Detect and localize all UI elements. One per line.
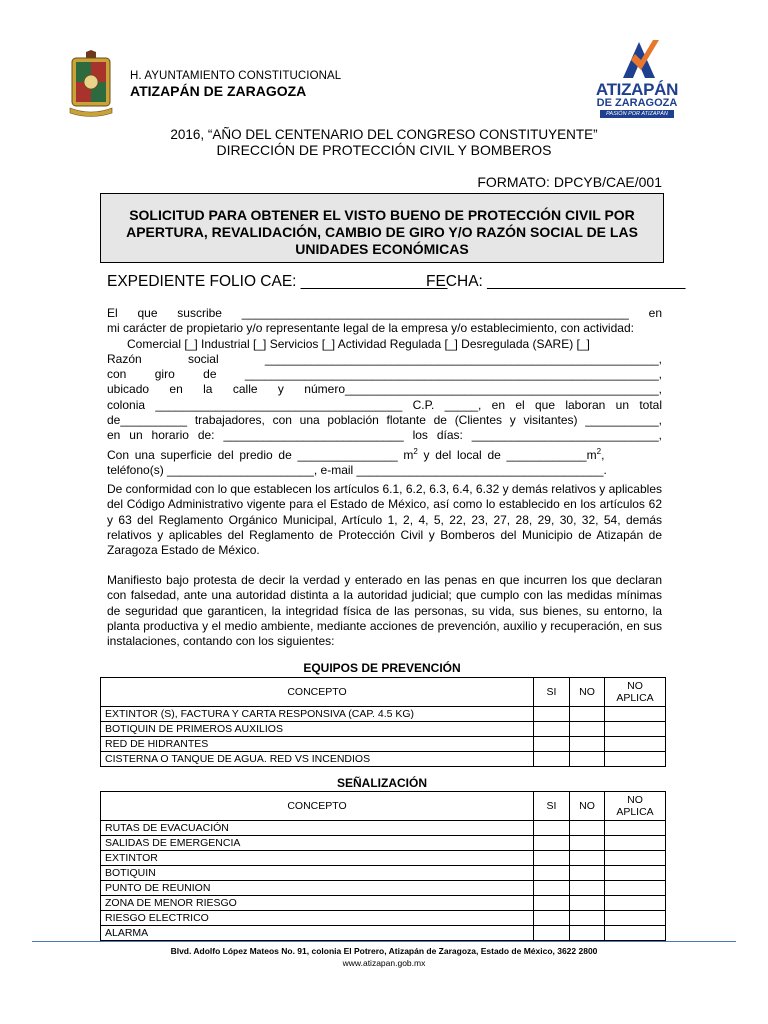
applicant-form — [107, 306, 662, 478]
table-row — [101, 821, 666, 836]
no-cell[interactable] — [570, 722, 605, 737]
concepto-cell: CISTERNA O TANQUE DE AGUA. RED VS INCENDIOS — [101, 752, 534, 767]
concepto-cell: BOTIQUIN — [101, 866, 534, 881]
si-cell[interactable] — [534, 866, 570, 881]
municipal-coat-of-arms-icon — [68, 50, 114, 118]
footer-website[interactable]: www.atizapan.gob.mx — [342, 958, 426, 968]
concepto-cell: ALARMA — [101, 926, 534, 941]
no-aplica-cell[interactable] — [605, 881, 666, 896]
logo-slogan: PASIÓN POR ATIZAPÁN — [600, 110, 674, 118]
field-horario[interactable]: en un horario de: ___________________________ los días: ____________________________, — [107, 428, 662, 443]
col-no-aplica: NO APLICA — [605, 678, 666, 707]
equipos-title: EQUIPOS DE PREVENCIÓN — [303, 661, 461, 675]
field-calle-numero[interactable]: ubicado en la calle y número_______________________________________________, — [107, 382, 662, 397]
no-aplica-cell[interactable] — [605, 737, 666, 752]
atizapan-mark-icon — [587, 36, 687, 80]
concepto-cell: RUTAS DE EVACUACIÓN — [101, 821, 534, 836]
table-row — [101, 881, 666, 896]
superscript-2: 2 — [413, 446, 418, 456]
table-row — [101, 866, 666, 881]
field-razon-social[interactable]: Razón social ___________________________________________________________, — [107, 351, 662, 366]
fecha-field[interactable]: FECHA: _______________________ — [426, 273, 686, 290]
expediente-folio-field[interactable]: EXPEDIENTE FOLIO CAE: _________________ — [107, 273, 448, 290]
col-concepto: CONCEPTO — [101, 792, 534, 821]
si-cell[interactable] — [534, 836, 570, 851]
no-cell[interactable] — [570, 821, 605, 836]
si-cell[interactable] — [534, 911, 570, 926]
form-title-line-2: APERTURA, REVALIDACIÓN, CAMBIO DE GIRO Y/O RAZÓN SOCIAL DE LAS — [126, 224, 638, 240]
si-cell[interactable] — [534, 821, 570, 836]
field-superficie[interactable] — [107, 444, 662, 463]
senalizacion-title: SEÑALIZACIÓN — [337, 776, 427, 790]
table-row — [101, 851, 666, 866]
no-cell[interactable] — [570, 737, 605, 752]
no-cell[interactable] — [570, 896, 605, 911]
superscript-2: 2 — [596, 446, 602, 456]
si-cell[interactable] — [534, 881, 570, 896]
no-cell[interactable] — [570, 926, 605, 941]
year-motto: 2016, “AÑO DEL CENTENARIO DEL CONGRESO CONSTITUYENTE” — [170, 127, 598, 142]
table-row — [101, 752, 666, 767]
col-no: NO — [570, 678, 605, 707]
concepto-cell: BOTIQUIN DE PRIMEROS AUXILIOS — [101, 722, 534, 737]
field-telefono-email[interactable]: teléfono(s) ______________________, e-mail _____________________________________. — [107, 462, 607, 477]
protesta-paragraph: Manifiesto bajo protesta de decir la verdad y enterado en las penas en que incurren los que declaran con falsedad, ante una autoridad distinta a la autoridad judicial; que cumplo con las medidas mínimas de seguridad que garanticen, la integridad física de las personas, su vida, sus bienes, su entorno, la planta productiva y el medio ambiente, mediante acciones de prevención, auxilio y recuperación, en sus instalaciones, contando con los siguientes: — [107, 573, 662, 649]
concepto-cell: RIESGO ELECTRICO — [101, 911, 534, 926]
table-row — [101, 836, 666, 851]
concepto-cell: EXTINTOR — [101, 851, 534, 866]
field-colonia[interactable]: colonia _____________________________________ C.P. _____, en el que laboran un total — [107, 397, 662, 412]
field-superficie-local: y del local de ____________m — [417, 447, 597, 462]
table-row — [101, 707, 666, 722]
atizapan-logo — [587, 36, 687, 120]
si-cell[interactable] — [534, 722, 570, 737]
footer-address: Blvd. Adolfo López Mateos No. 91, colonia El Potrero, Atizapán de Zaragoza, Estado de México, 3622 2800 — [170, 946, 598, 956]
concepto-cell: RED DE HIDRANTES — [101, 737, 534, 752]
col-concepto: CONCEPTO — [101, 678, 534, 707]
no-cell[interactable] — [570, 707, 605, 722]
institution-line-1: H. AYUNTAMIENTO CONSTITUCIONAL — [130, 70, 342, 82]
footer-divider — [32, 941, 736, 942]
no-aplica-cell[interactable] — [605, 752, 666, 767]
col-si: SI — [534, 678, 570, 707]
equipos-table — [100, 677, 666, 767]
no-aplica-cell[interactable] — [605, 896, 666, 911]
no-cell[interactable] — [570, 836, 605, 851]
form-line-caracter: mi carácter de propietario y/o representante legal de la empresa y/o establecimiento, con actividad: — [107, 321, 634, 336]
col-no-aplica: NO APLICA — [605, 792, 666, 821]
field-trabajadores[interactable]: de__________ trabajadores, con una población flotante de (Clientes y visitantes) ___________, — [107, 413, 662, 428]
field-superficie-predio: Con una superficie del predio de _______________ m — [107, 447, 414, 462]
legal-paragraph: De conformidad con lo que establecen los artículos 6.1, 6.2, 6.3, 6.4, 6.32 y demás relativos y aplicables del Código Administrativo vigente para el Estado de México, así como lo establecido en los artículos 62 y 63 del Reglamento Orgánico Municipal, Artículo 1, 2, 4, 5, 22, 23, 27, 28, 29, 30, 32, 54, demás relativos y aplicables del Reglamento de Protección Civil y Bomberos del Municipio de Atizapán de Zaragoza Estado de México. — [107, 482, 662, 558]
table-header-row — [101, 792, 666, 821]
form-title-box — [100, 193, 664, 263]
table-row — [101, 737, 666, 752]
no-aplica-cell[interactable] — [605, 836, 666, 851]
institution-line-2: ATIZAPÁN DE ZARAGOZA — [130, 83, 307, 99]
si-cell[interactable] — [534, 896, 570, 911]
form-code: FORMATO: DPCYB/CAE/001 — [477, 174, 662, 190]
concepto-cell: ZONA DE MENOR RIESGO — [101, 896, 534, 911]
logo-name: ATIZAPÁN — [595, 80, 679, 99]
activity-checkboxes[interactable]: Comercial [_] Industrial [_] Servicios [_] Actividad Regulada [_] Desregulada (SARE) [_] — [127, 336, 590, 351]
comma: , — [601, 447, 605, 462]
col-si: SI — [534, 792, 570, 821]
no-aplica-cell[interactable] — [605, 911, 666, 926]
no-aplica-cell[interactable] — [605, 821, 666, 836]
no-cell[interactable] — [570, 752, 605, 767]
concepto-cell: EXTINTOR (S), FACTURA Y CARTA RESPONSIVA (CAP. 4.5 KG) — [101, 707, 534, 722]
concepto-cell: PUNTO DE REUNION — [101, 881, 534, 896]
col-no: NO — [570, 792, 605, 821]
si-cell[interactable] — [534, 737, 570, 752]
table-row — [101, 911, 666, 926]
table-row — [101, 926, 666, 941]
table-header-row — [101, 678, 666, 707]
senalizacion-table — [100, 791, 666, 941]
department-name: DIRECCIÓN DE PROTECCIÓN CIVIL Y BOMBEROS — [216, 142, 552, 158]
field-suscribe[interactable]: El que suscribe __________________________________________________________ en — [107, 306, 662, 320]
logo-sub: DE ZARAGOZA — [596, 97, 678, 109]
si-cell[interactable] — [534, 926, 570, 941]
no-cell[interactable] — [570, 851, 605, 866]
no-aplica-cell[interactable] — [605, 722, 666, 737]
no-cell[interactable] — [570, 881, 605, 896]
no-aplica-cell[interactable] — [605, 926, 666, 941]
no-cell[interactable] — [570, 911, 605, 926]
form-title-line-1: SOLICITUD PARA OBTENER EL VISTO BUENO DE PROTECCIÓN CIVIL POR — [129, 207, 635, 223]
no-aplica-cell[interactable] — [605, 866, 666, 881]
form-title-line-3: UNIDADES ECONÓMICAS — [295, 241, 469, 257]
no-cell[interactable] — [570, 866, 605, 881]
table-row — [101, 896, 666, 911]
table-row — [101, 722, 666, 737]
no-aplica-cell[interactable] — [605, 707, 666, 722]
si-cell[interactable] — [534, 752, 570, 767]
concepto-cell: SALIDAS DE EMERGENCIA — [101, 836, 534, 851]
si-cell[interactable] — [534, 851, 570, 866]
field-giro[interactable]: con giro de ______________________________________________________________, — [107, 367, 662, 382]
no-aplica-cell[interactable] — [605, 851, 666, 866]
si-cell[interactable] — [534, 707, 570, 722]
